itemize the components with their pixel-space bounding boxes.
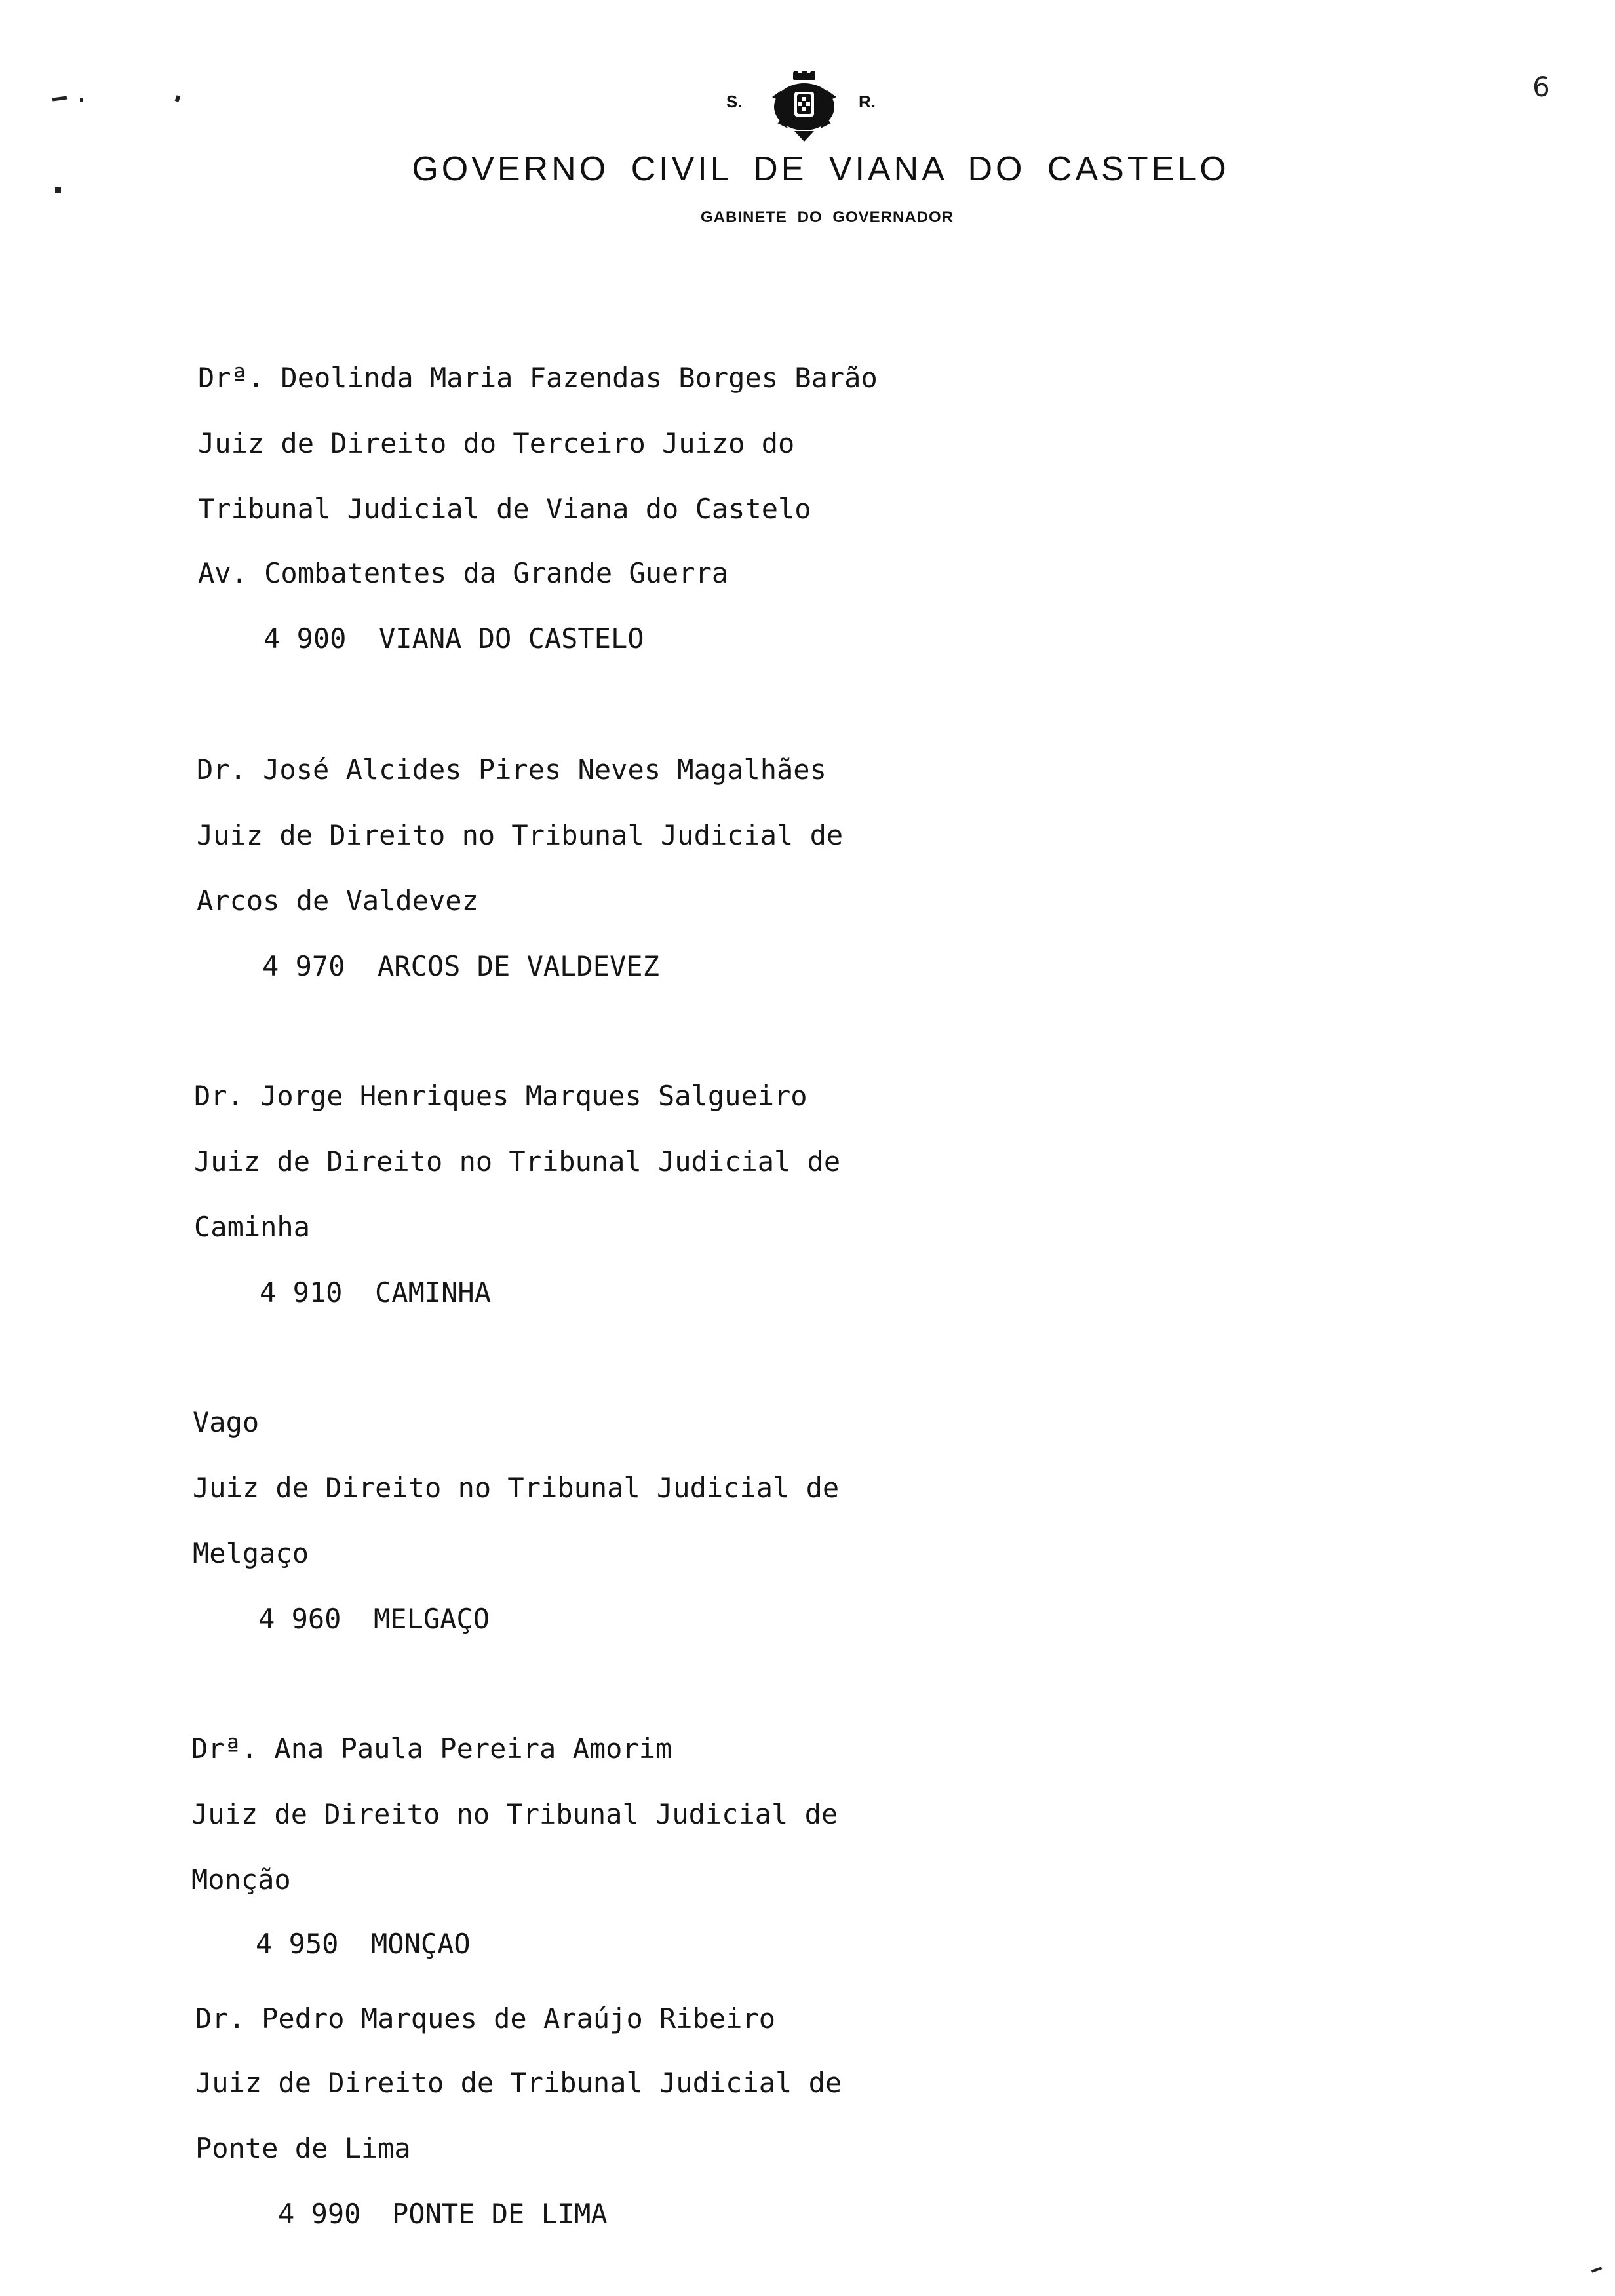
entry-city: MONÇAO: [371, 1928, 471, 1960]
entry-postal-code: 4 960: [258, 1603, 341, 1635]
entry-court: Monção: [191, 1864, 291, 1896]
entry-postal-code: 4 990: [278, 2198, 361, 2230]
entry-name: Vago: [193, 1406, 260, 1438]
coat-of-arms-icon: [768, 71, 840, 143]
entry-court: Arcos de Valdevez: [197, 885, 478, 917]
entry-court: Ponte de Lima: [195, 2132, 411, 2164]
page-number: 6: [1532, 71, 1550, 103]
entry-court: Melgaço: [193, 1537, 309, 1569]
entry-city: MELGAÇO: [374, 1603, 490, 1635]
entry-postal-code: 4 910: [260, 1276, 343, 1309]
entry-city: VIANA DO CASTELO: [379, 622, 644, 655]
entry-court: Caminha: [194, 1211, 311, 1243]
crest-letter-right: R.: [859, 92, 876, 111]
entry-city: CAMINHA: [375, 1276, 492, 1309]
entry-name: Dr. Jorge Henriques Marques Salgueiro: [194, 1080, 808, 1112]
entry-name: Drª. Deolinda Maria Fazendas Borges Barão: [198, 362, 878, 394]
entry-role: Juiz de Direito de Tribunal Judicial de: [195, 2067, 842, 2099]
entry-postal-code: 4 970: [262, 950, 345, 982]
entry-court: Tribunal Judicial de Viana do Castelo: [198, 493, 811, 525]
scan-mark: [175, 95, 181, 102]
entry-street: Av. Combatentes da Grande Guerra: [198, 557, 729, 589]
entry-name: Dr. José Alcides Pires Neves Magalhães: [197, 754, 827, 786]
crest-letter-left: S.: [726, 92, 743, 111]
entry-name: Dr. Pedro Marques de Araújo Ribeiro: [195, 2002, 776, 2035]
scan-mark: [1591, 2267, 1602, 2272]
entry-city: PONTE DE LIMA: [392, 2198, 608, 2230]
entry-postal-code: 4 950: [256, 1928, 339, 1960]
entry-postal-code: 4 900: [263, 622, 347, 655]
letterhead-subtitle: GABINETE DO GOVERNADOR: [700, 208, 954, 226]
entry-role: Juiz de Direito do Terceiro Juizo do: [198, 427, 795, 459]
entry-city: ARCOS DE VALDEVEZ: [378, 950, 659, 982]
entry-name: Drª. Ana Paula Pereira Amorim: [191, 1732, 672, 1765]
scan-mark: [52, 96, 67, 101]
letterhead-title: GOVERNO CIVIL DE VIANA DO CASTELO: [412, 150, 1230, 188]
entry-role: Juiz de Direito no Tribunal Judicial de: [197, 819, 844, 851]
entry-role: Juiz de Direito no Tribunal Judicial de: [193, 1472, 840, 1504]
entry-role: Juiz de Direito no Tribunal Judicial de: [191, 1798, 838, 1830]
scan-mark: [80, 98, 83, 102]
entry-role: Juiz de Direito no Tribunal Judicial de: [194, 1145, 841, 1177]
